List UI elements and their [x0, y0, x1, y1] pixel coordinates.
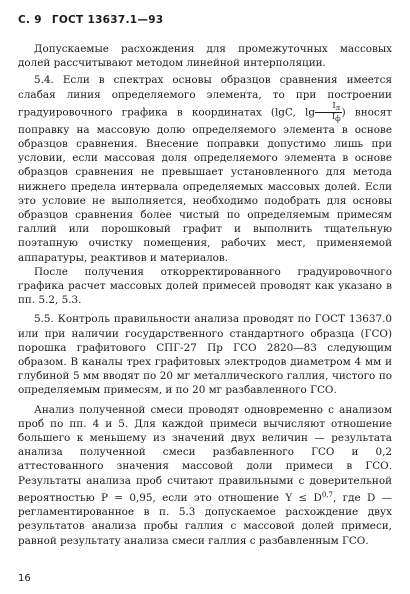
- paragraph-5-4-text-a: 5.4. Если в спектрах основы образцов сравнения имеется слабая линия определяемого элемента, то при построении градуировочного графика в координатах (lgC, lg: [18, 74, 392, 119]
- paragraph-5-4: [18, 73, 392, 264]
- paragraph-recalculation: После получения откорректированного градуировочного графика расчет массовых долей примесей проводят как указано в пп. 5.2, 5.3.: [18, 265, 392, 307]
- page-header: [18, 14, 169, 26]
- paragraph-analysis: [18, 403, 392, 548]
- standard-number: ГОСТ 13637.1—93: [51, 14, 164, 26]
- paragraph-5-4-text-b: ) вносят поправку на массовую долю определяемого элемента в основе образцов сравнения. Внесение поправки допустимо лишь при условии, если массовая доля определяемого элемента в основе образцов сравнения не превышает установленного для метода нижнего предела интервала определяемых массовых долей. Если это условие не выполняется, необходимо подобрать для основы образцов сравнения более чистый по определяемым примесям галлий или порошковый графит и выполнить тщательную поэтапную очистку помещения, рабочих мест, применяемой аппаратуры, реактивов и материалов.: [18, 106, 392, 264]
- paragraph-5-5: 5.5. Контроль правильности анализа проводят по ГОСТ 13637.0 или при наличии государственного стандартного образца (ГСО) порошка графитового СПГ-27 Пр ГСО 2820—83 следующим образом. В каналы трех графитовых электродов диаметром 4 мм и глубиной 5 мм вводят по 20 мг металлического галлия, чистого по определяемым примесям, и по 20 мг разбавленного ГСО.: [18, 313, 392, 397]
- page-number: 16: [18, 573, 31, 584]
- intensity-ratio: $\frac{Iл}{Iф}$: [315, 102, 342, 123]
- document-body: [18, 42, 392, 548]
- paragraph-interpolation: Допускаемые расхождения для промежуточных массовых долей рассчитывают методом линейной интерполяции.: [18, 43, 392, 70]
- paragraph-analysis-text-b: , где D — регламентированное в п. 5.3 допускаемое расхождение двух результатов анализа пробы галлия с массовой долей примеси, равной результату анализа смеси галлия с разбавленным ГСО.: [18, 491, 392, 547]
- page-label: С. 9: [18, 14, 42, 26]
- paragraph-analysis-text-a: Анализ полученной смеси проводят одновременно с анализом проб по пп. 4 и 5. Для каждой примеси вычисляют отношение большего к меньшему из значений двух величин — результата анализа полученной смеси разбавленного ГСО и 0,2 аттестованного значения массовой доли примеси в ГСО. Результаты анализа проб считают правильными с доверительной вероятностью P = 0,95, если это отношение Y ≤ D: [18, 403, 392, 504]
- exponent: 0,7: [321, 490, 334, 499]
